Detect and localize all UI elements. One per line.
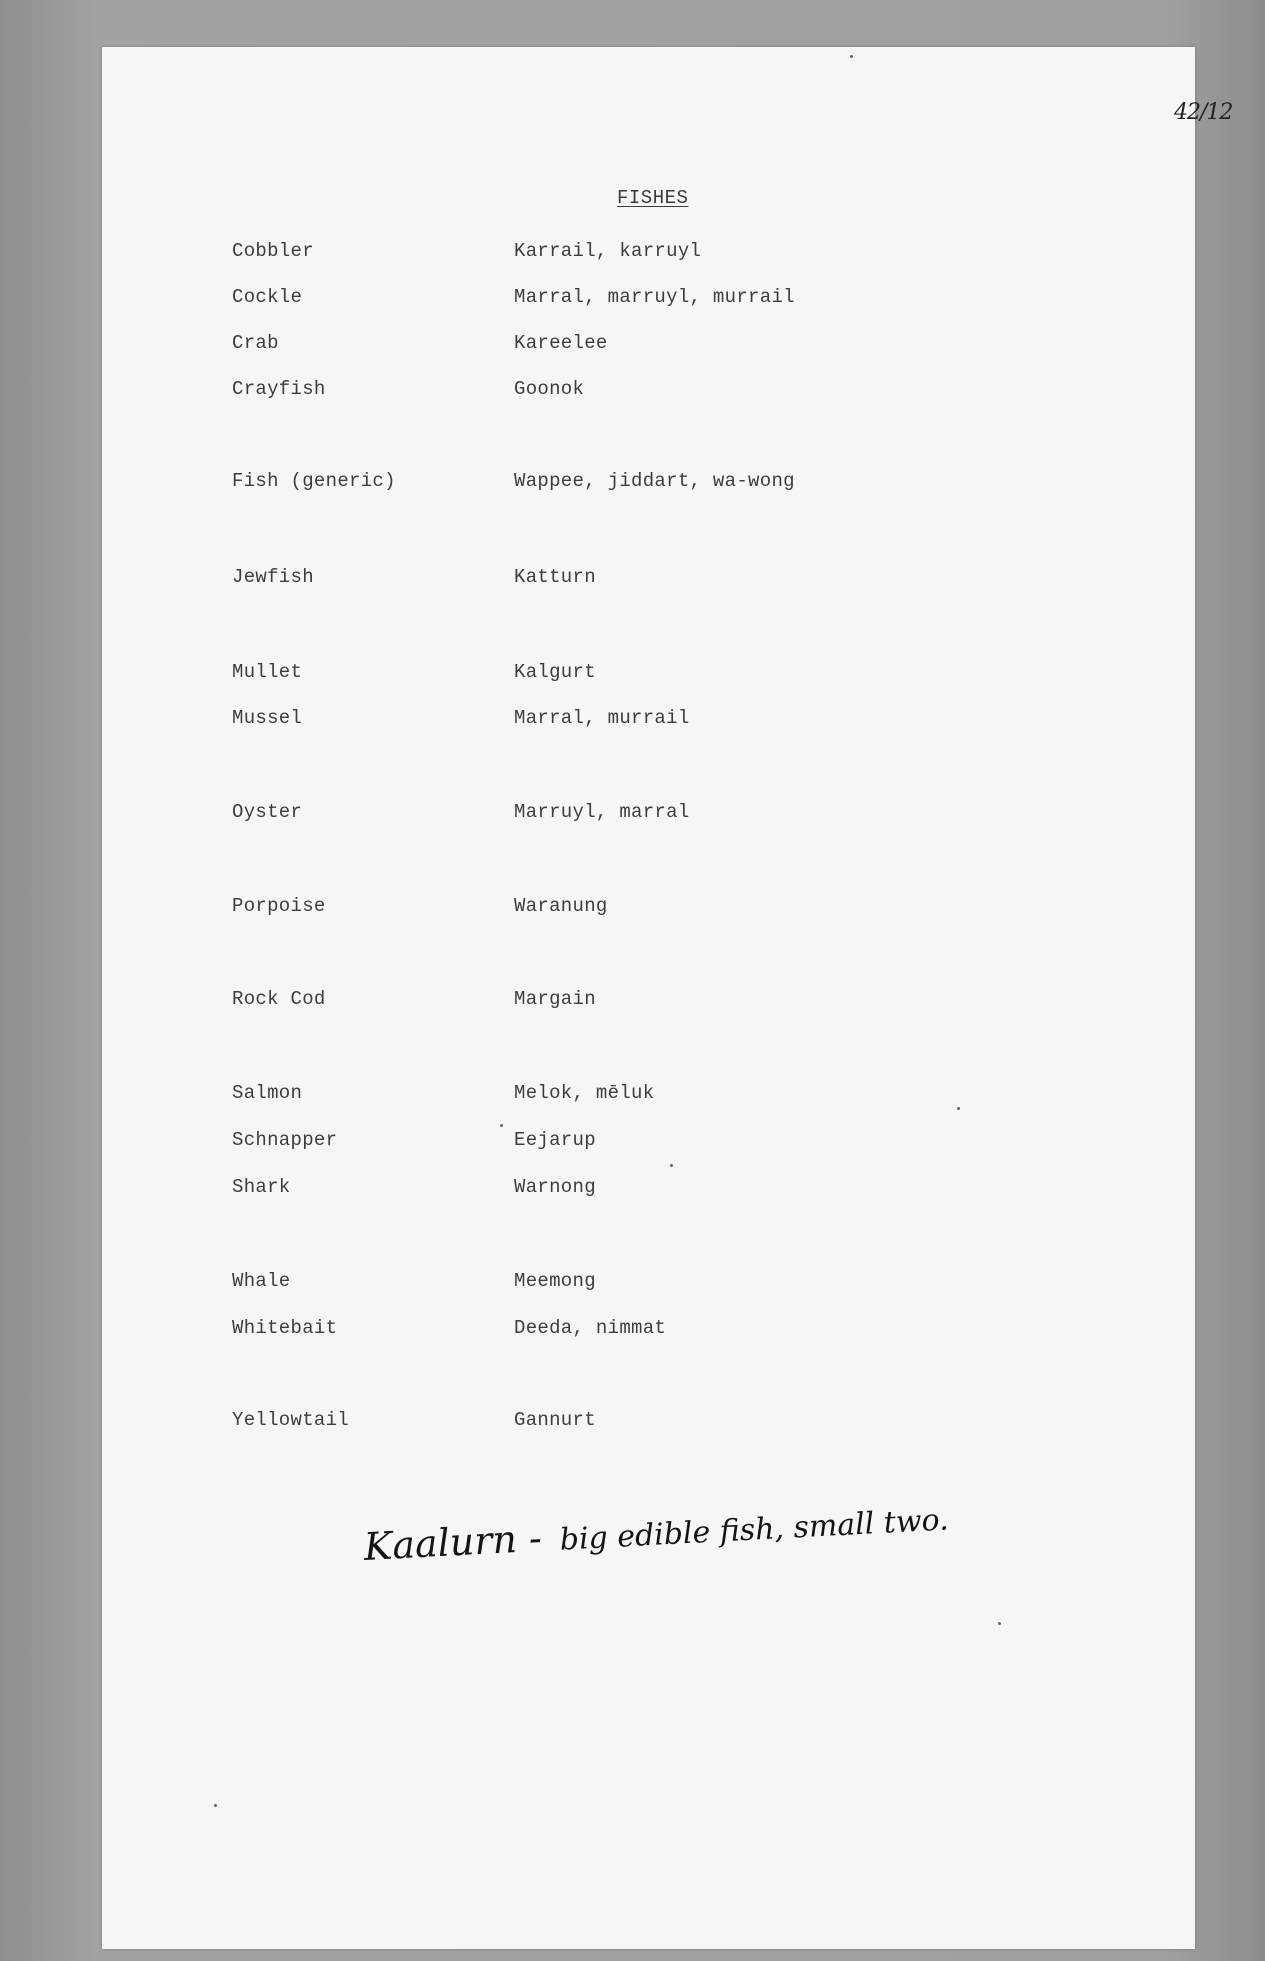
aboriginal-term: Waranung bbox=[514, 895, 608, 917]
word-entry bbox=[102, 1129, 1195, 1159]
page-heading: FISHES bbox=[617, 187, 689, 209]
word-entry bbox=[102, 378, 1195, 408]
page-number: 42/12 bbox=[1174, 100, 1233, 125]
aboriginal-term: Marruyl, marral bbox=[514, 801, 690, 823]
word-entry bbox=[102, 1317, 1195, 1347]
word-entry bbox=[102, 240, 1195, 270]
english-term: Oyster bbox=[232, 801, 303, 823]
english-term: Whitebait bbox=[232, 1317, 338, 1339]
word-entry bbox=[102, 332, 1195, 362]
word-entry bbox=[102, 470, 1195, 500]
word-entry bbox=[102, 1176, 1195, 1206]
word-entry bbox=[102, 1270, 1195, 1300]
handwritten-note bbox=[363, 1494, 950, 1569]
paper-speck bbox=[850, 55, 853, 58]
handwritten-gloss: big edible fish, small two. bbox=[558, 1502, 950, 1558]
paper-speck bbox=[957, 1107, 960, 1110]
english-term: Cobbler bbox=[232, 240, 314, 262]
aboriginal-term: Eejarup bbox=[514, 1129, 596, 1151]
aboriginal-term: Marral, murrail bbox=[514, 707, 690, 729]
aboriginal-term: Margain bbox=[514, 988, 596, 1010]
aboriginal-term: Kalgurt bbox=[514, 661, 596, 683]
english-term: Mussel bbox=[232, 707, 303, 729]
word-entry bbox=[102, 895, 1195, 925]
english-term: Mullet bbox=[232, 661, 303, 683]
english-term: Cockle bbox=[232, 286, 303, 308]
aboriginal-term: Goonok bbox=[514, 378, 585, 400]
aboriginal-term: Melok, mēluk bbox=[514, 1082, 655, 1104]
aboriginal-term: Meemong bbox=[514, 1270, 596, 1292]
word-entry bbox=[102, 1082, 1195, 1112]
english-term: Crab bbox=[232, 332, 279, 354]
word-entry bbox=[102, 661, 1195, 691]
word-entry bbox=[102, 286, 1195, 316]
aboriginal-term: Wappee, jiddart, wa-wong bbox=[514, 470, 795, 492]
document-sheet bbox=[102, 47, 1233, 1949]
english-term: Jewfish bbox=[232, 566, 314, 588]
word-entry bbox=[102, 566, 1195, 596]
aboriginal-term: Deeda, nimmat bbox=[514, 1317, 667, 1339]
english-term: Crayfish bbox=[232, 378, 326, 400]
english-term: Rock Cod bbox=[232, 988, 326, 1010]
english-term: Salmon bbox=[232, 1082, 303, 1104]
paper-speck bbox=[670, 1164, 673, 1167]
aboriginal-term: Katturn bbox=[514, 566, 596, 588]
english-term: Yellowtail bbox=[232, 1409, 350, 1431]
english-term: Whale bbox=[232, 1270, 291, 1292]
word-entry bbox=[102, 1409, 1195, 1439]
paper-speck bbox=[214, 1804, 217, 1807]
paper-speck bbox=[998, 1622, 1001, 1625]
word-entry bbox=[102, 707, 1195, 737]
aboriginal-term: Marral, marruyl, murrail bbox=[514, 286, 795, 308]
english-term: Schnapper bbox=[232, 1129, 338, 1151]
english-term: Shark bbox=[232, 1176, 291, 1198]
aboriginal-term: Gannurt bbox=[514, 1409, 596, 1431]
aboriginal-term: Warnong bbox=[514, 1176, 596, 1198]
word-entry bbox=[102, 988, 1195, 1018]
aboriginal-term: Karrail, karruyl bbox=[514, 240, 702, 262]
handwritten-word: Kaalurn - bbox=[362, 1515, 543, 1569]
aboriginal-term: Kareelee bbox=[514, 332, 608, 354]
english-term: Porpoise bbox=[232, 895, 326, 917]
word-entry bbox=[102, 801, 1195, 831]
paper-speck bbox=[500, 1124, 503, 1127]
english-term: Fish (generic) bbox=[232, 470, 396, 492]
